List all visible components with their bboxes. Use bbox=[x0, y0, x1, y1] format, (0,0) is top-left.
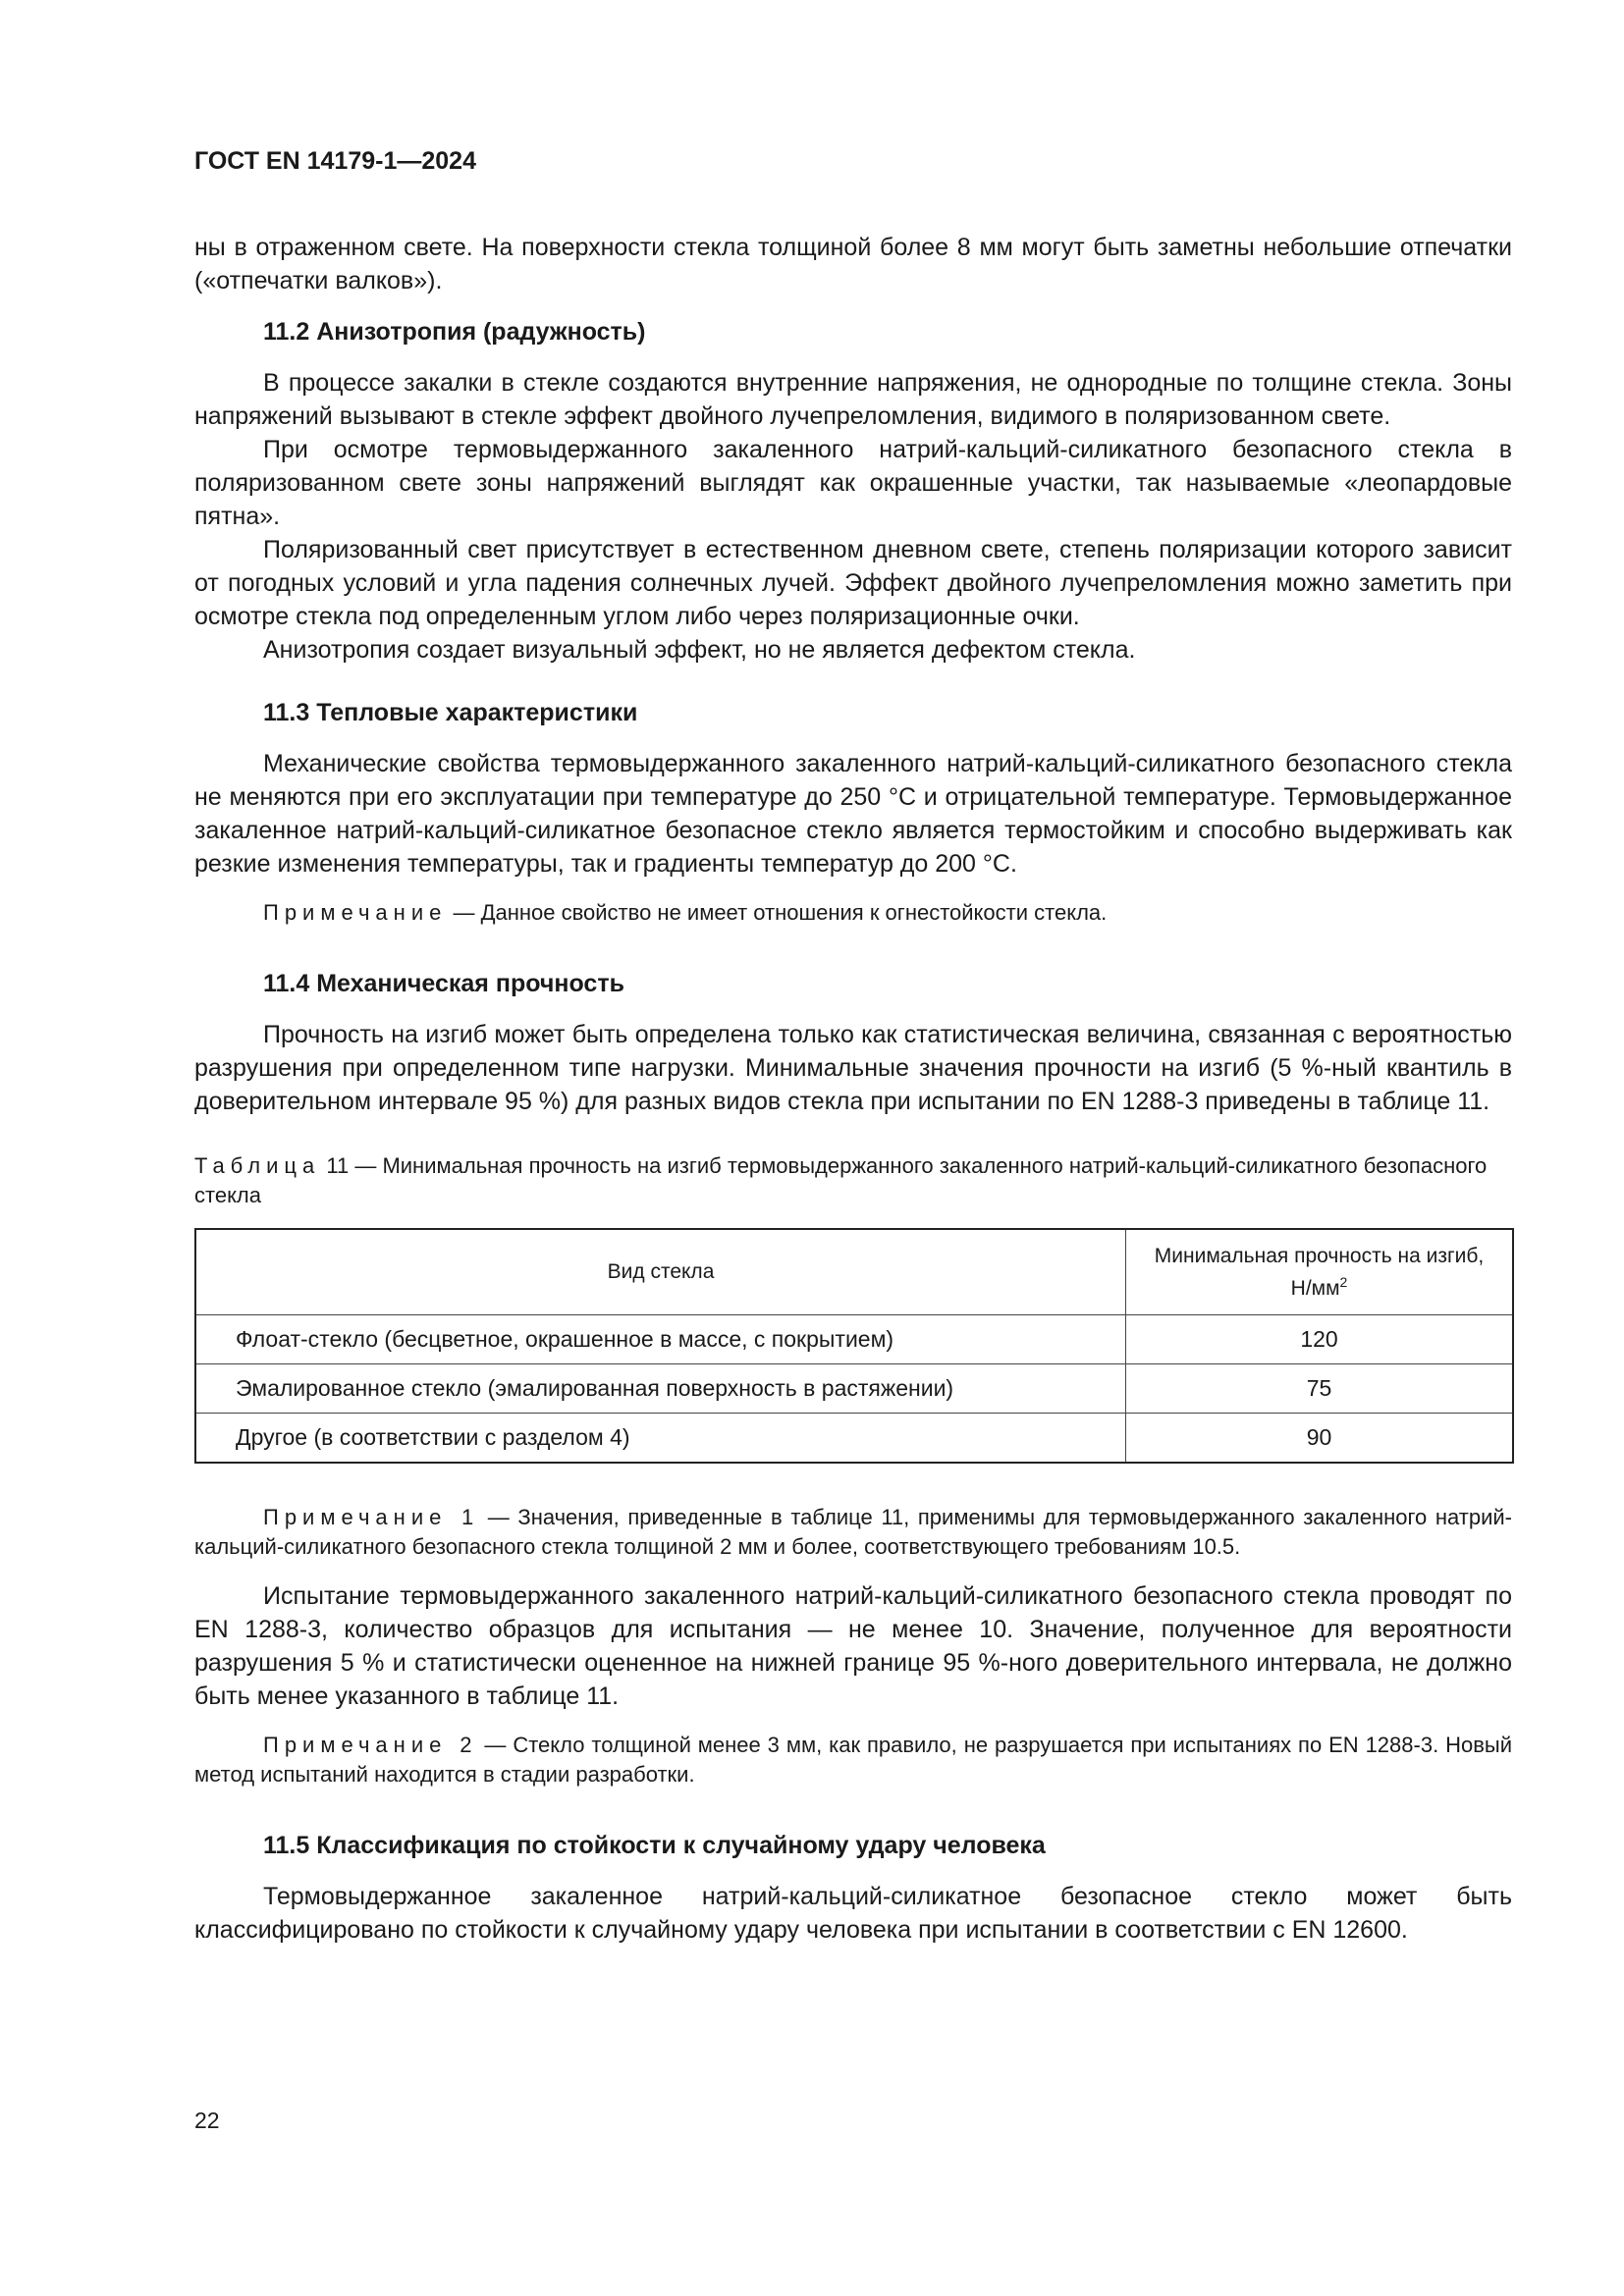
section-11-3-note bbox=[194, 898, 1512, 928]
glass-type-cell: Эмалированное стекло (эмалированная поверхность в растяжении) bbox=[195, 1364, 1126, 1414]
section-11-4-note-2 bbox=[194, 1731, 1512, 1789]
glass-type-cell: Другое (в соответствии с разделом 4) bbox=[195, 1414, 1126, 1464]
continuation-paragraph: ны в отраженном свете. На поверхности стекла толщиной более 8 мм могут быть заметны небольшие отпечатки («отпечатки валков»). bbox=[194, 234, 1512, 294]
table-header-glass-type: Вид стекла bbox=[195, 1229, 1126, 1315]
note-1-label: Примечание 1 bbox=[263, 1505, 480, 1529]
section-11-2-title: 11.2 Анизотропия (радужность) bbox=[263, 318, 646, 346]
note-1-text: — Значения, приведенные в таблице 11, применимы для термовыдержанного закаленного натрий-кальций-силикатного безопасного стекла толщиной 2 мм и более, соответствующего требованиям 10.5. bbox=[194, 1505, 1512, 1559]
table-row bbox=[195, 1315, 1513, 1364]
section-11-2-paragraph-1: В процессе закалки в стекле создаются внутренние напряжения, не однородные по толщине стекла. Зоны напряжений вызывают в стекле эффект двойного лучепреломления, видимого в поляризованном свете. bbox=[194, 369, 1512, 430]
strength-value-cell: 120 bbox=[1126, 1315, 1514, 1364]
section-11-3-paragraph-1: Механические свойства термовыдержанного закаленного натрий-кальций-силикатного безопасного стекла не меняются при его эксплуатации при температуре до 250 °С и отрицательной температуре. Термовыдержанное закаленное натрий-кальций-силикатное безопасное стекло является термостойким и способно выдерживать как резкие изменения температуры, так и градиенты температур до 200 °С. bbox=[194, 750, 1512, 878]
section-11-2-paragraph-2: При осмотре термовыдержанного закаленного натрий-кальций-силикатного безопасного стекла в поляризованном свете зоны напряжений выглядят как окрашенные участки, так называемые «леопардовые пятна». bbox=[194, 436, 1512, 530]
note-2-label: Примечание 2 bbox=[263, 1733, 478, 1757]
section-11-5-paragraph-1: Термовыдержанное закаленное натрий-кальций-силикатное безопасное стекло может быть классифицировано по стойкости к случайному удару человека при испытании в соответствии с EN 12600. bbox=[194, 1883, 1512, 1944]
strength-value-cell: 75 bbox=[1126, 1364, 1514, 1414]
table-row bbox=[195, 1414, 1513, 1464]
unit-superscript: 2 bbox=[1339, 1273, 1348, 1290]
glass-type-cell: Флоат-стекло (бесцветное, окрашенное в массе, с покрытием) bbox=[195, 1315, 1126, 1364]
min-strength-label: Минимальная прочность на изгиб, bbox=[1154, 1244, 1485, 1267]
section-11-2-paragraph-4: Анизотропия создает визуальный эффект, но не является дефектом стекла. bbox=[263, 636, 1136, 664]
table-header-row bbox=[195, 1229, 1513, 1315]
min-strength-unit: Н/мм bbox=[1290, 1276, 1340, 1300]
strength-value-cell: 90 bbox=[1126, 1414, 1514, 1464]
section-11-4-paragraph-2: Испытание термовыдержанного закаленного натрий-кальций-силикатного безопасного стекла проводят по EN 1288-3, количество образцов для испытания — не менее 10. Значение, полученное для вероятности разрушения 5 % и статистически оцененное на нижней границе 95 %-ного доверительного интервала, не должно быть менее указанного в таблице 11. bbox=[194, 1582, 1512, 1710]
note-2-text: — Стекло толщиной менее 3 мм, как правило, не разрушается при испытаниях по EN 1288-3. Новый метод испытаний находится в стадии разработки. bbox=[194, 1733, 1513, 1787]
note-text: — Данное свойство не имеет отношения к огнестойкости стекла. bbox=[447, 900, 1108, 925]
table-row bbox=[195, 1364, 1513, 1414]
document-code-header: ГОСТ EN 14179-1—2024 bbox=[194, 147, 476, 175]
section-11-4-note-1 bbox=[194, 1503, 1512, 1562]
note-label: Примечание bbox=[263, 900, 448, 925]
section-11-2-paragraph-3: Поляризованный свет присутствует в естественном дневном свете, степень поляризации которого зависит от погодных условий и угла падения солнечных лучей. Эффект двойного лучепреломления можно заметить при осмотре стекла под определенным углом либо через поляризационные очки. bbox=[194, 536, 1512, 630]
table-header-min-strength bbox=[1126, 1229, 1514, 1315]
section-11-3-title: 11.3 Тепловые характеристики bbox=[263, 699, 638, 726]
section-11-5-title: 11.5 Классификация по стойкости к случайному удару человека bbox=[263, 1832, 1046, 1859]
section-11-4-title: 11.4 Механическая прочность bbox=[263, 970, 624, 997]
page-content bbox=[194, 147, 1512, 1947]
table-11 bbox=[194, 1228, 1514, 1464]
table-11-caption bbox=[194, 1151, 1512, 1210]
section-11-4-paragraph-1: Прочность на изгиб может быть определена только как статистическая величина, связанная с вероятностью разрушения при определенном типе нагрузки. Минимальные значения прочности на изгиб (5 %-ный квантиль в доверительном интервале 95 %) для разных видов стекла при испытании по EN 1288-3 приведены в таблице 11. bbox=[194, 1021, 1512, 1115]
table-caption-label: Таблица bbox=[194, 1153, 321, 1178]
page-number: 22 bbox=[194, 2108, 220, 2133]
table-caption-text: 11 — Минимальная прочность на изгиб термовыдержанного закаленного натрий-кальций-силикатного безопасного стекла bbox=[194, 1153, 1488, 1207]
